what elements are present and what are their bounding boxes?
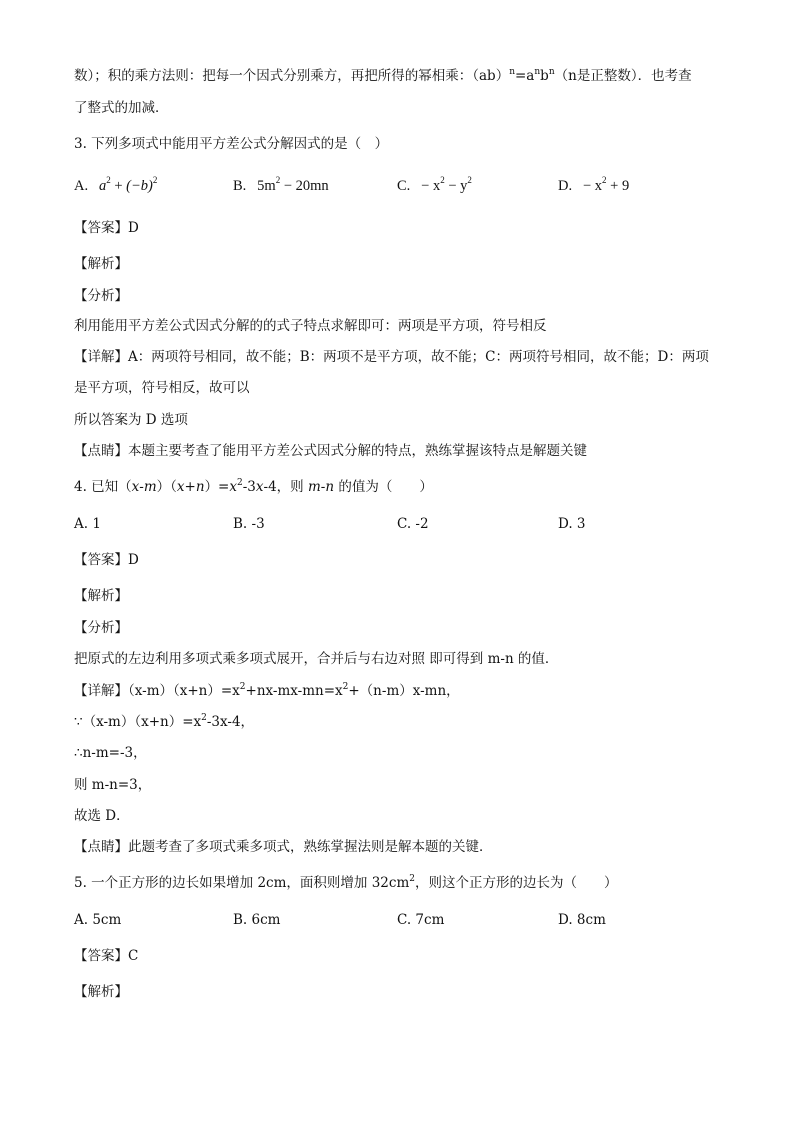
q4-xiangjie-line: ∴n-m=-3， [74,745,147,761]
q4-option-b: B. -3 [233,516,265,532]
q4-xiangjie-line: $\because(x-m)(x+n)=x^2-3x-4$， [74,712,255,730]
q3-xiangjie-line: 是平方项，符号相反，故可以 [74,380,250,396]
q4-option-d: D. 3 [558,516,586,532]
q4-option-c: C. -2 [397,516,429,532]
paragraph-line: 了整式的加减． [74,100,169,116]
q3-option-d: D. − $x^2 + 9$ [558,175,630,194]
q3-xiangjie: 【详解】A：两项符号相同，故不能；B：两项不是平方项，故不能；C：两项符号相同，故不能；D：两项 [74,349,709,365]
q3-fenxi-text: 利用能用平方差公式因式分解的的式子特点求解即可：两项是平方项，符号相反 [74,318,547,334]
q4-xiangjie-line: 故选 D． [74,808,130,824]
q3-option-b: B. $5m^2 - 20mn$ [233,175,329,194]
q5-answer: 【答案】C [74,948,139,964]
q3-dianjing: 【点睛】本题主要考查了能用平方差公式因式分解的特点，熟练掌握该特点是解题关键 [74,443,587,459]
q3-option-a: A. $a^2 + (-b)^2$ [74,175,158,194]
question-5-stem: 5. 一个正方形的边长如果增加 2cm，面积则增加 $32cm^2$，则这个正方形的边长为（ ） [74,873,618,891]
q3-jiexi-heading: 【解析】 [74,256,128,272]
q4-jiexi-heading: 【解析】 [74,588,128,604]
q4-answer: 【答案】D [74,552,139,568]
q4-option-a: A. 1 [74,516,101,532]
q4-fenxi-text: 把原式的左边利用多项式乘多项式展开，合并后与右边对照 即可得到 m-n 的值． [74,651,559,667]
q5-jiexi-heading: 【解析】 [74,984,128,1000]
q4-dianjing: 【点睛】此题考查了多项式乘多项式，熟练掌握法则是解本题的关键． [74,839,493,855]
question-3-stem: 3. 下列多项式中能用平方差公式分解因式的是（ ） [74,136,389,152]
q4-xiangjie: 【详解】$(x-m)(x+n)=x^2+nx-mx-mn=x^2+(n-m)x-mn$， [74,681,460,699]
paragraph-line: 数）；积的乘方法则：把每一个因式分别乘方，再把所得的幂相乘：$(ab)^n=a^nb^n(n$是正整数）．也考查 [74,66,692,84]
q3-option-c: C. − $x^2 - y^2$ [397,175,472,194]
q3-fenxi-heading: 【分析】 [74,288,128,304]
q5-option-b: B. 6cm [233,912,281,928]
q5-option-c: C. 7cm [397,912,445,928]
q4-fenxi-heading: 【分析】 [74,620,128,636]
q5-option-a: A. 5cm [74,912,122,928]
q3-answer: 【答案】D [74,220,139,236]
q4-xiangjie-line: 则 m-n=3， [74,777,152,793]
q5-option-d: D. 8cm [558,912,606,928]
q3-xiangjie-line: 所以答案为 D 选项 [74,412,188,428]
question-4-stem: 4. 已知$(x-m)(x+n)=x^2-3x-4$，则 m-n 的值为（ ） [74,477,433,495]
